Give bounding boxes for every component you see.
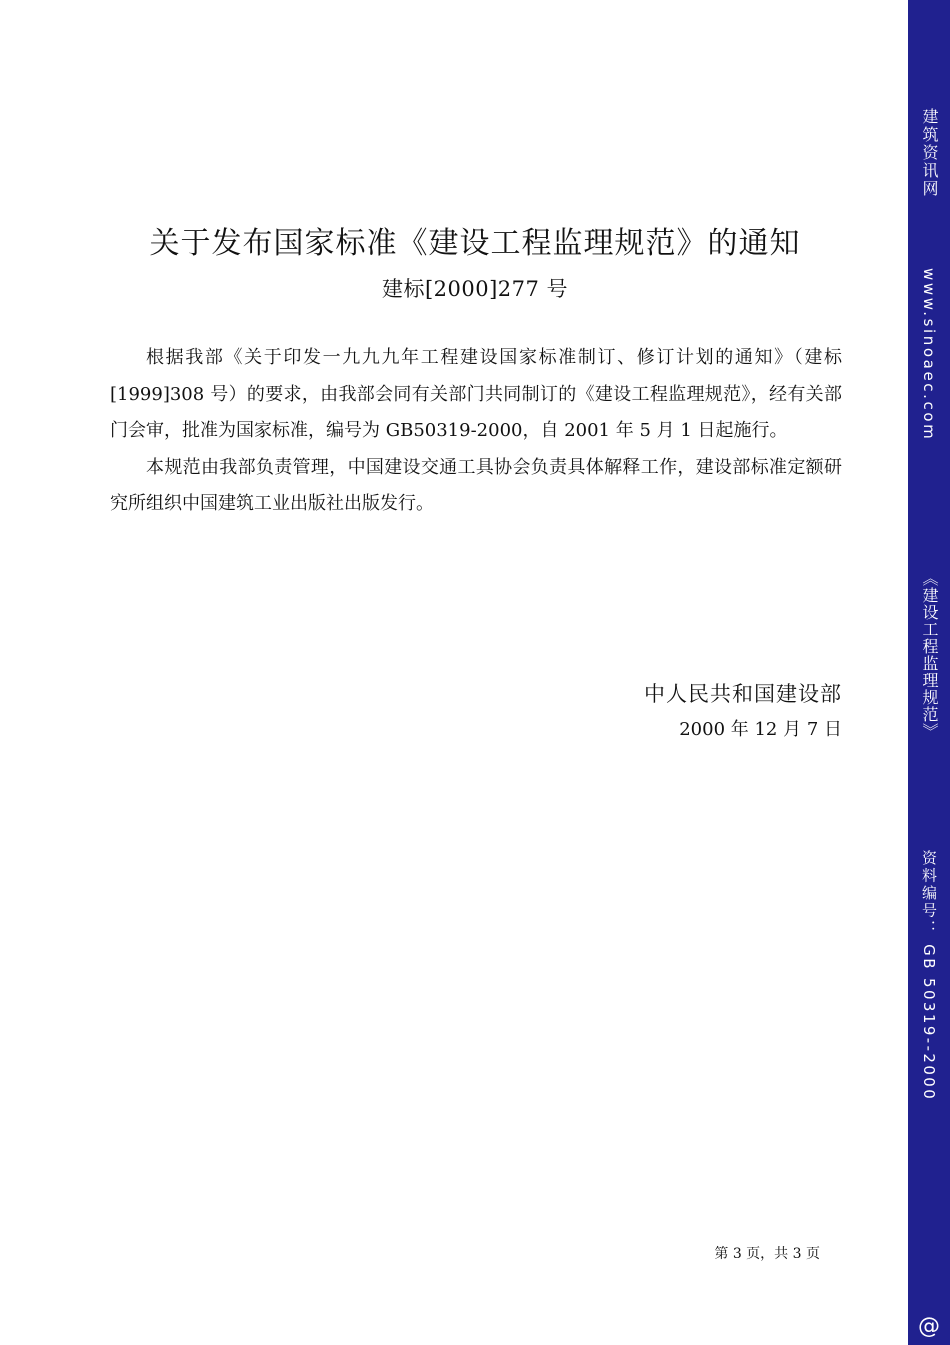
at-symbol-icon: @: [918, 1314, 940, 1339]
page-footer: 第 3 页，共 3 页: [714, 1246, 820, 1262]
sidebar-doc-code: 资料编号： GB 50319--2000: [920, 850, 938, 1102]
document-title: 关于发布国家标准《建设工程监理规范》的通知: [149, 226, 801, 261]
document-number: 建标[2000]277 号: [381, 277, 569, 301]
document-body: [110, 340, 842, 523]
issue-date: 2000 年 12 月 7 日: [679, 719, 842, 740]
sidebar-site-name: 建筑资讯网: [920, 108, 939, 198]
sidebar-url: www.sinoaec.com: [920, 268, 938, 442]
issuer-signature: 中人民共和国建设部: [644, 682, 842, 706]
sidebar-doc-title: 《建设工程监理规范》: [920, 570, 939, 740]
body-paragraph-1: 根据我部《关于印发一九九九年工程建设国家标准制订、修订计划的通知》（建标[1999]308 号）的要求，由我部会同有关部门共同制订的《建设工程监理规范》，经有关部门会审，批准为国家标准，编号为 GB50319-2000，自 2001 年 5 月 1 日起施行。: [110, 347, 842, 441]
body-paragraph-2: 本规范由我部负责管理，中国建设交通工具协会负责具体解释工作，建设部标准定额研究所组织中国建筑工业出版社出版发行。: [110, 456, 842, 514]
branding-sidebar: [908, 0, 950, 1345]
